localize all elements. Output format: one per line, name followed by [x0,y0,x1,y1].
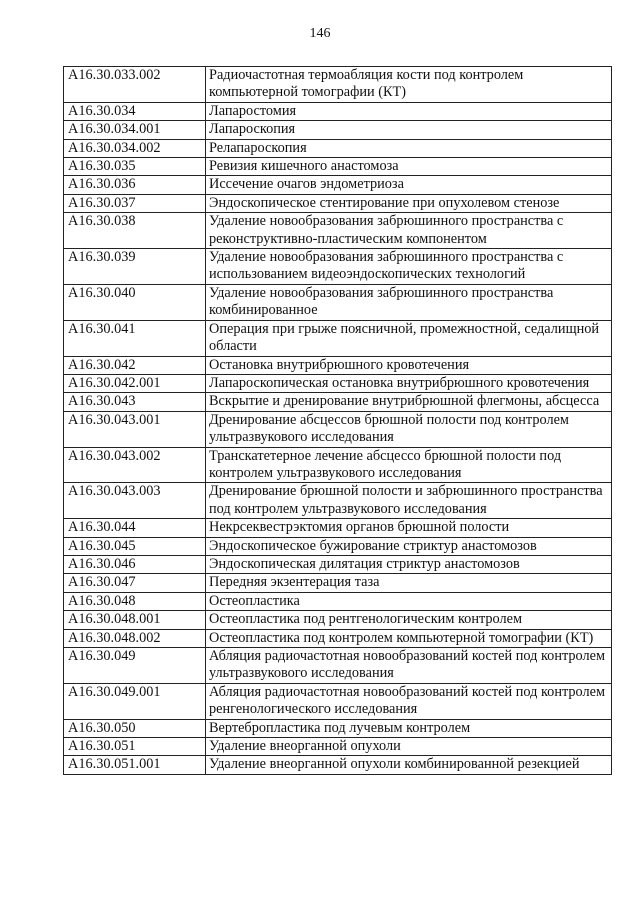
table-row [64,738,612,756]
procedure-name: Удаление внеорганной опухоли [206,738,612,756]
procedure-code: A16.30.040 [64,284,206,320]
table-row [64,719,612,737]
procedure-name: Передняя экзентерация таза [206,574,612,592]
table-row [64,574,612,592]
table-row [64,393,612,411]
table-row [64,176,612,194]
procedure-code: A16.30.043.003 [64,483,206,519]
procedure-code: A16.30.041 [64,320,206,356]
table-row [64,249,612,285]
table-row [64,194,612,212]
table-row [64,519,612,537]
page-number: 146 [309,26,331,41]
procedure-name: Лапароскопическая остановка внутрибрюшного кровотечения [206,374,612,392]
procedure-code: A16.30.048.002 [64,629,206,647]
procedure-name: Абляция радиочастотная новообразований костей под контролем ультразвукового исследования [206,648,612,684]
table-row [64,213,612,249]
procedure-name: Эндоскопическое стентирование при опухолевом стенозе [206,194,612,212]
procedure-name: Эндоскопическая дилятация стриктур анастомозов [206,555,612,573]
procedure-code: A16.30.048.001 [64,611,206,629]
procedure-code: A16.30.050 [64,719,206,737]
procedure-name: Операция при грыже поясничной, промежностной, седалищной области [206,320,612,356]
procedure-code: A16.30.049 [64,648,206,684]
procedure-name: Удаление новообразования забрюшинного пространства с реконструктивно-пластическим компонентом [206,213,612,249]
procedure-code: A16.30.036 [64,176,206,194]
table-row [64,611,612,629]
procedure-code: A16.30.051 [64,738,206,756]
procedure-code: A16.30.034 [64,102,206,120]
procedure-name: Вертебропластика под лучевым контролем [206,719,612,737]
procedure-code: A16.30.049.001 [64,683,206,719]
procedure-code: A16.30.046 [64,555,206,573]
procedure-codes-table [63,66,612,775]
table-row [64,67,612,103]
table-row [64,411,612,447]
table-row [64,447,612,483]
procedure-name: Удаление новообразования забрюшинного пространства комбинированное [206,284,612,320]
table-row [64,592,612,610]
table-row [64,483,612,519]
table-row [64,158,612,176]
procedure-code: A16.30.044 [64,519,206,537]
procedure-code: A16.30.051.001 [64,756,206,774]
procedure-name: Релапароскопия [206,139,612,157]
table-row [64,629,612,647]
procedure-code: A16.30.039 [64,249,206,285]
procedure-name: Дренирование брюшной полости и забрюшинного пространства под контролем ультразвукового исследования [206,483,612,519]
procedure-code: A16.30.034.001 [64,121,206,139]
table-body [64,67,612,775]
procedure-name: Остеопластика [206,592,612,610]
procedure-name: Иссечение очагов эндометриоза [206,176,612,194]
procedure-name: Остеопластика под рентгенологическим контролем [206,611,612,629]
procedure-name: Лапаростомия [206,102,612,120]
procedure-name: Абляция радиочастотная новообразований костей под контролем ренгенологического исследования [206,683,612,719]
table-row [64,683,612,719]
table-row [64,102,612,120]
procedure-name: Вскрытие и дренирование внутрибрюшной флегмоны, абсцесса [206,393,612,411]
procedure-name: Радиочастотная термоабляция кости под контролем компьютерной томографии (КТ) [206,67,612,103]
procedure-code: A16.30.047 [64,574,206,592]
procedure-name: Ревизия кишечного анастомоза [206,158,612,176]
procedure-name: Остановка внутрибрюшного кровотечения [206,356,612,374]
procedure-code: A16.30.042 [64,356,206,374]
procedure-code: A16.30.034.002 [64,139,206,157]
procedure-code: A16.30.048 [64,592,206,610]
procedure-name: Удаление внеорганной опухоли комбинированной резекцией [206,756,612,774]
procedure-name: Некрсеквестрэктомия органов брюшной полости [206,519,612,537]
procedure-name: Транскатетерное лечение абсцессо брюшной полости под контролем ультразвукового исследования [206,447,612,483]
table-row [64,555,612,573]
procedure-name: Эндоскопическое бужирование стриктур анастомозов [206,537,612,555]
procedure-name: Лапароскопия [206,121,612,139]
procedure-code: A16.30.038 [64,213,206,249]
table-row [64,320,612,356]
table-row [64,121,612,139]
procedure-name: Дренирование абсцессов брюшной полости под контролем ультразвукового исследования [206,411,612,447]
procedure-code: A16.30.033.002 [64,67,206,103]
procedure-name: Остеопластика под контролем компьютерной томографии (КТ) [206,629,612,647]
table-row [64,648,612,684]
procedure-code: A16.30.043 [64,393,206,411]
procedure-code: A16.30.042.001 [64,374,206,392]
procedure-code: A16.30.043.001 [64,411,206,447]
table-row [64,139,612,157]
table-row [64,374,612,392]
procedure-code: A16.30.035 [64,158,206,176]
table-row [64,284,612,320]
procedure-name: Удаление новообразования забрюшинного пространства с использованием видеоэндоскопических технологий [206,249,612,285]
table-row [64,356,612,374]
procedure-code: A16.30.037 [64,194,206,212]
procedure-code: A16.30.045 [64,537,206,555]
table-row [64,756,612,774]
procedure-code: A16.30.043.002 [64,447,206,483]
table-row [64,537,612,555]
